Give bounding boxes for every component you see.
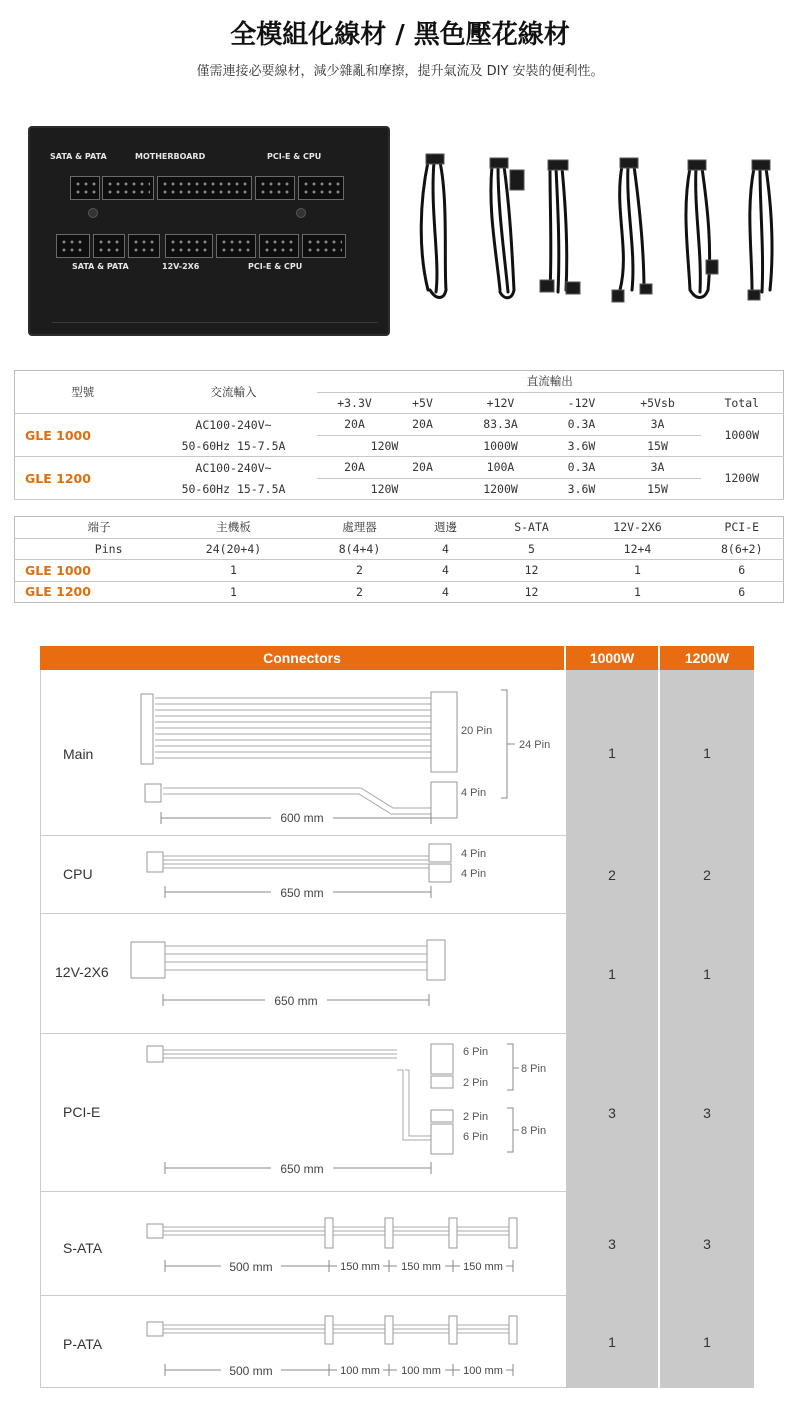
count-12v-2x6: 1	[575, 560, 701, 582]
pins-motherboard: 24(20+4)	[151, 538, 317, 560]
header-pcie: PCI-E	[701, 517, 784, 539]
sata-seg-1: 150 mm	[340, 1261, 380, 1273]
rail-5vsb: +5Vsb	[615, 392, 701, 414]
amp-3v3: 20A	[317, 457, 393, 479]
header-dc-output: 直流輸出	[317, 371, 784, 393]
count-sata: 12	[524, 584, 539, 599]
pins-label: Pins	[15, 538, 151, 560]
amp-12v: 100A	[453, 457, 549, 479]
watt-12v: 1000W	[453, 435, 549, 457]
connector-name: S-ATA	[63, 1240, 103, 1256]
port-table	[14, 516, 784, 603]
pins-peripheral: 4	[403, 538, 489, 560]
psu-label-pcie-cpu-top: PCI-E & CPU	[267, 152, 322, 161]
main-pin-4: 4 Pin	[461, 787, 487, 799]
count-pcie: 6	[738, 584, 746, 599]
ac-input-line1: AC100-240V~	[195, 417, 272, 432]
psu-label-sata-pata-bottom: SATA & PATA	[72, 262, 129, 271]
amp-neg12v: 0.3A	[549, 457, 615, 479]
rail-total: Total	[701, 392, 784, 414]
amp-neg12v: 0.3A	[549, 414, 615, 436]
connector-row-pcie	[40, 1034, 566, 1192]
page-subtitle: 僅需連接必要線材，減少雜亂和摩擦，提升氣流及 DIY 安裝的便利性。	[196, 64, 604, 79]
pins-sata: 5	[489, 538, 575, 560]
count-cpu: 2	[317, 560, 403, 582]
port-pcie-top-2	[298, 176, 344, 200]
psu-label-pcie-cpu-bottom: PCI-E & CPU	[248, 262, 303, 271]
watt-neg12v: 3.6W	[549, 435, 615, 457]
connector-row-main	[40, 670, 566, 836]
psu-label-motherboard: MOTHERBOARD	[135, 152, 206, 161]
cpu-pin-b: 4 Pin	[461, 868, 487, 880]
pcie-pin-6a: 6 Pin	[463, 1046, 489, 1058]
12v-2x6-length: 650 mm	[274, 994, 318, 1008]
main-cable-diagram	[131, 684, 561, 834]
12v-2x6-cable-diagram	[127, 932, 547, 1032]
psu-label-sata-pata-top: SATA & PATA	[50, 152, 107, 161]
pcie-pin-2b: 2 Pin	[463, 1111, 489, 1123]
port-12v-2x6	[165, 234, 213, 258]
count-motherboard: 1	[230, 584, 237, 599]
header-cpu: 處理器	[317, 517, 403, 539]
port-sata-top-1	[70, 176, 100, 200]
port-sata-bottom-2	[93, 234, 125, 258]
count-pcie: 6	[701, 560, 784, 582]
ac-input-line1: AC100-240V~	[195, 460, 272, 475]
rail-12v: +12V	[453, 392, 549, 414]
psu-label-12v-2x6: 12V-2X6	[162, 262, 200, 271]
watt-combined: 120W	[317, 478, 453, 500]
model-gle-1000: GLE 1000	[15, 560, 151, 582]
sata-count-1200w: 3	[660, 1192, 754, 1296]
amp-12v: 83.3A	[453, 414, 549, 436]
connector-name: P-ATA	[63, 1336, 103, 1352]
count-cpu: 2	[356, 584, 363, 599]
amp-5vsb: 3A	[615, 457, 701, 479]
rail-5v: +5V	[393, 392, 453, 414]
pata-seg-1: 100 mm	[340, 1365, 380, 1377]
connector-name: Main	[63, 746, 94, 762]
12v-2x6-count-1200w: 1	[660, 914, 754, 1034]
connector-row-cpu	[40, 836, 566, 914]
psu-modular-panel	[28, 126, 390, 336]
pcie-pin-6b: 6 Pin	[463, 1131, 489, 1143]
header-model: 型號	[15, 371, 151, 414]
connector-row-sata	[40, 1192, 566, 1296]
pcie-group-8a: 8 Pin	[521, 1063, 547, 1075]
model-gle-1200: GLE 1200	[15, 457, 151, 500]
header-sata: S-ATA	[489, 517, 575, 539]
header-12v-2x6: 12V-2X6	[575, 517, 701, 539]
screw-icon	[296, 208, 306, 218]
amp-5v: 20A	[393, 457, 453, 479]
main-pin-20: 20 Pin	[461, 725, 493, 737]
pcie-length: 650 mm	[280, 1162, 324, 1176]
connector-row-12v-2x6	[40, 914, 566, 1034]
header-motherboard: 主機板	[151, 517, 317, 539]
main-count-1200w: 1	[660, 670, 754, 836]
rail-neg12v: -12V	[549, 392, 615, 414]
amp-5vsb: 3A	[615, 414, 701, 436]
page-title: 全模組化線材 / 黑色壓花線材	[230, 20, 570, 50]
pata-count-1000w: 1	[566, 1296, 658, 1388]
watt-combined: 120W	[317, 435, 453, 457]
count-peripheral: 4	[442, 584, 449, 599]
pcie-pin-2a: 2 Pin	[463, 1077, 489, 1089]
watt-neg12v: 3.6W	[549, 478, 615, 500]
sata-length: 500 mm	[229, 1260, 273, 1274]
main-length: 600 mm	[280, 811, 324, 825]
port-sata-bottom-1	[56, 234, 90, 258]
pata-cable-diagram	[141, 1314, 561, 1388]
count-motherboard: 1	[151, 560, 317, 582]
connector-name: 12V-2X6	[55, 964, 109, 980]
col-1200w-header: 1200W	[660, 646, 754, 670]
psu-edge	[52, 322, 378, 328]
model-gle-1200: GLE 1200	[25, 584, 91, 600]
ac-input-line2: 50-60Hz 15-7.5A	[151, 435, 317, 457]
col-1000w-header: 1000W	[566, 646, 658, 670]
total-watt: 1000W	[701, 414, 784, 457]
pata-seg-2: 100 mm	[401, 1365, 441, 1377]
port-pcie-top-1	[255, 176, 295, 200]
count-sata: 12	[489, 560, 575, 582]
connectors-table	[40, 646, 754, 1388]
cpu-pin-a: 4 Pin	[461, 848, 487, 860]
connector-row-pata	[40, 1296, 566, 1388]
cpu-cable-diagram	[141, 842, 561, 912]
sata-count-1000w: 3	[566, 1192, 658, 1296]
port-motherboard	[157, 176, 252, 200]
pcie-cable-diagram	[141, 1040, 561, 1190]
pins-cpu: 8(4+4)	[317, 538, 403, 560]
sata-seg-2: 150 mm	[401, 1261, 441, 1273]
header-peripheral: 週邊	[403, 517, 489, 539]
sata-cable-diagram	[141, 1214, 561, 1294]
main-count-1000w: 1	[566, 670, 658, 836]
sata-seg-3: 150 mm	[463, 1261, 503, 1273]
pata-count-1200w: 1	[660, 1296, 754, 1388]
cpu-count-1200w: 2	[660, 836, 754, 914]
12v-2x6-count-1000w: 1	[566, 914, 658, 1034]
port-pcie-bottom-1	[216, 234, 256, 258]
pins-pcie: 8(6+2)	[701, 538, 784, 560]
cpu-length: 650 mm	[280, 886, 324, 900]
pcie-count-1000w: 3	[566, 1034, 658, 1192]
connector-name: PCI-E	[63, 1104, 101, 1120]
main-pin-24: 24 Pin	[519, 739, 551, 751]
connector-name: CPU	[63, 866, 93, 882]
port-sata-top-2	[102, 176, 154, 200]
screw-icon	[88, 208, 98, 218]
total-watt: 1200W	[701, 457, 784, 500]
watt-5vsb: 15W	[615, 478, 701, 500]
cpu-count-1000w: 2	[566, 836, 658, 914]
watt-12v: 1200W	[453, 478, 549, 500]
port-pcie-bottom-3	[302, 234, 346, 258]
header-port: 端子	[15, 517, 151, 539]
amp-5v: 20A	[393, 414, 453, 436]
spec-table	[14, 370, 784, 500]
port-sata-bottom-3	[128, 234, 160, 258]
pins-12v-2x6: 12+4	[575, 538, 701, 560]
header-ac-input: 交流輸入	[151, 371, 317, 414]
pcie-group-8b: 8 Pin	[521, 1125, 547, 1137]
ac-input-line2: 50-60Hz 15-7.5A	[151, 478, 317, 500]
pata-seg-3: 100 mm	[463, 1365, 503, 1377]
connectors-header: Connectors	[40, 646, 564, 670]
pata-length: 500 mm	[229, 1364, 273, 1378]
count-12v-2x6: 1	[634, 584, 641, 599]
port-pcie-bottom-2	[259, 234, 299, 258]
rail-3v3: +3.3V	[317, 392, 393, 414]
watt-5vsb: 15W	[615, 435, 701, 457]
model-gle-1000: GLE 1000	[15, 414, 151, 457]
cable-bundle-image	[400, 140, 795, 310]
pcie-count-1200w: 3	[660, 1034, 754, 1192]
count-peripheral: 4	[403, 560, 489, 582]
amp-3v3: 20A	[317, 414, 393, 436]
